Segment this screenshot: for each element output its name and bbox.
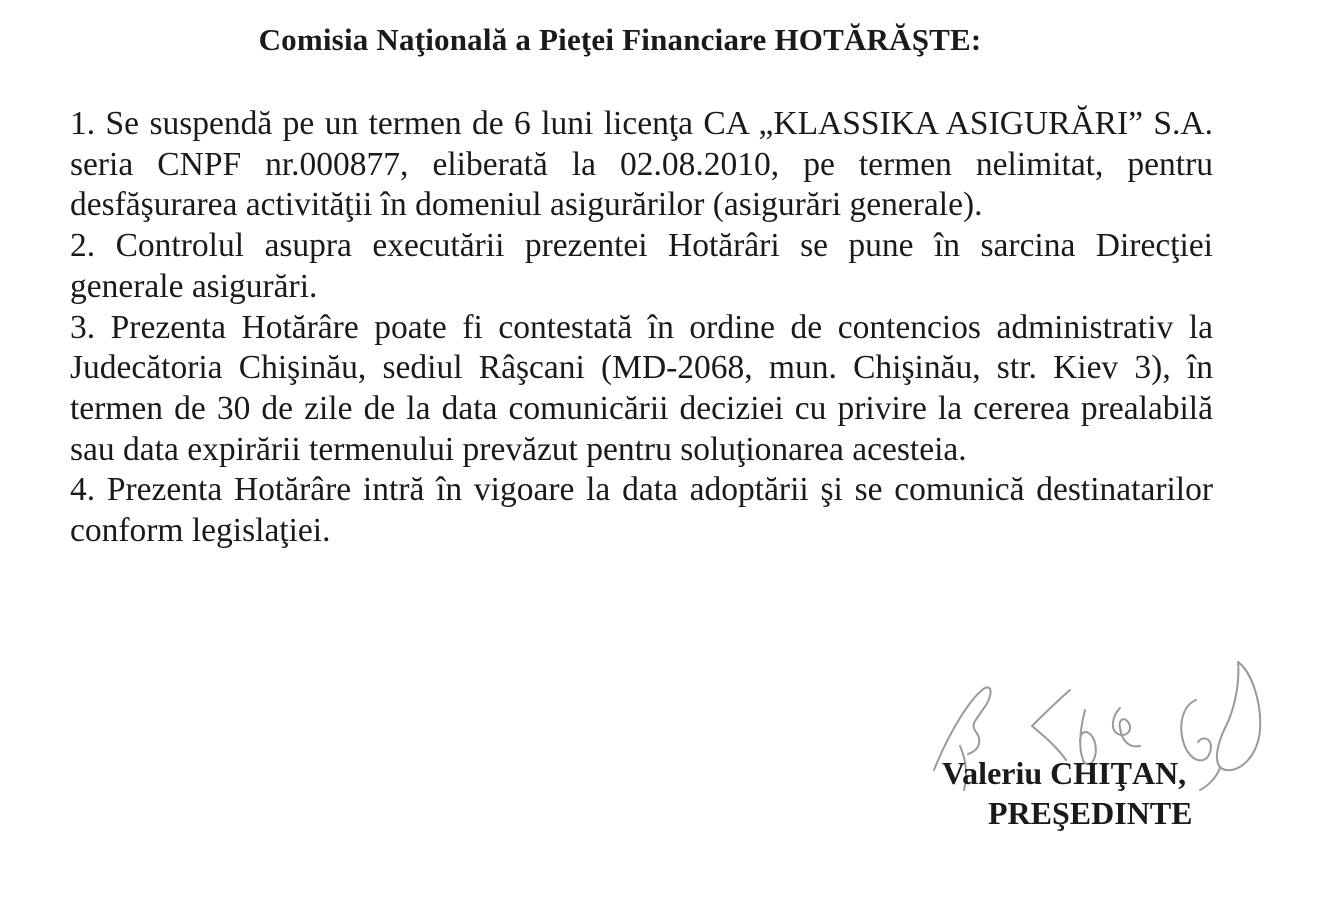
signatory-title: PREŞEDINTE xyxy=(988,795,1193,831)
signatory-name: Valeriu CHIŢAN, xyxy=(942,755,1187,791)
document-heading: Comisia Naţională a Pieţei Financiare HOTĂRĂŞTE: xyxy=(258,22,982,57)
decision-item-2: 2. Controlul asupra executării prezentei Hotărâri se pune în sarcina Direcţiei generale asigurări. xyxy=(70,227,1213,305)
signature-block xyxy=(920,650,1280,850)
decision-item-3: 3. Prezenta Hotărâre poate fi contestată în ordine de contencios administrativ la Judecătoria Chişinău, sediul Râşcani (MD-2068, mun. Chişinău, str. Kiev 3), în termen de 30 de zile de la data comunicării deciziei cu privire la cererea prealabilă sau data expirării termenului prevăzut pentru soluţionarea acesteia. xyxy=(70,308,1213,468)
decision-item-1: 1. Se suspendă pe un termen de 6 luni licenţa CA „KLASSIKA ASIGURĂRI” S.A. seria CNPF nr.000877, eliberată la 02.08.2010, pe termen nelimitat, pentru desfăşurarea activităţii în domeniul asigurărilor (asigurări generale). xyxy=(70,105,1213,224)
decision-item-4: 4. Prezenta Hotărâre intră în vigoare la data adoptării şi se comunică destinatarilor conform legislaţiei. xyxy=(70,471,1213,550)
decision-body xyxy=(70,104,1213,552)
